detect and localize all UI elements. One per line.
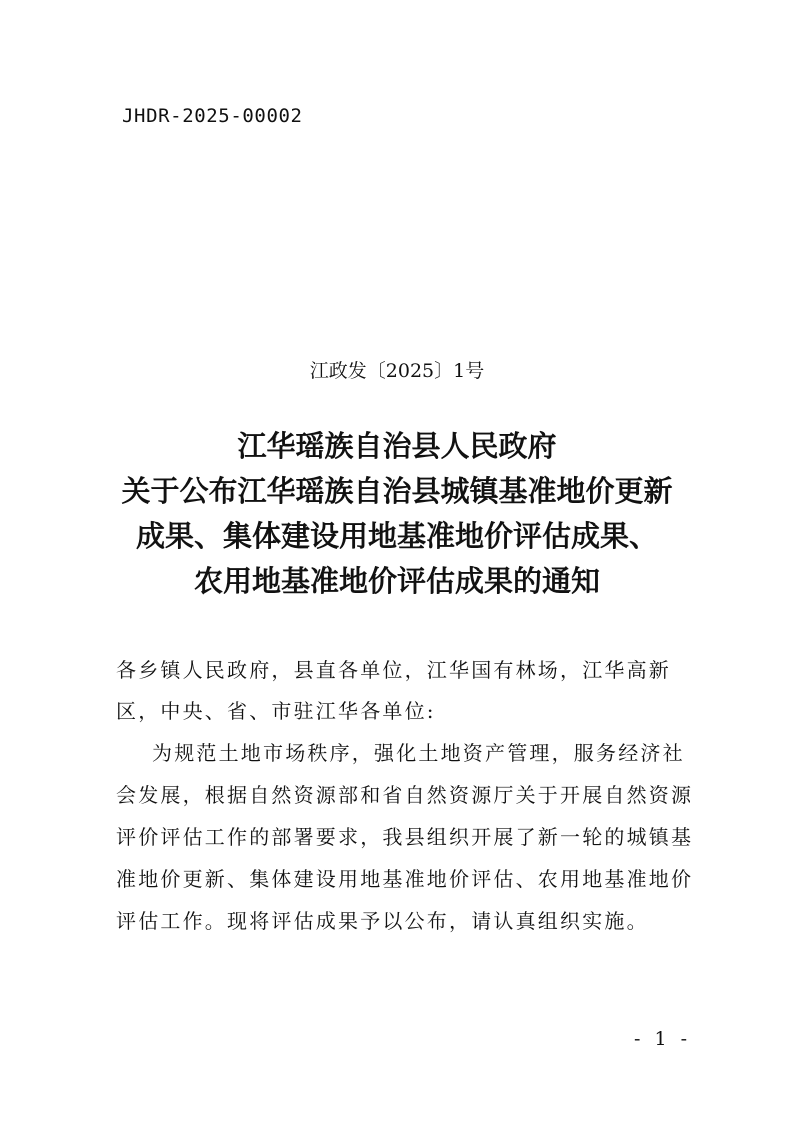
body-line: 为规范土地市场秩序，强化土地资产管理，服务经济社 bbox=[152, 741, 685, 765]
salutation bbox=[116, 650, 686, 732]
title-line: 成果、集体建设用地基准地价评估成果、 bbox=[135, 519, 658, 553]
document-id: JHDR-2025-00002 bbox=[122, 105, 303, 127]
title-line: 农用地基准地价评估成果的通知 bbox=[193, 564, 600, 598]
body-line: 评估工作。现将评估成果予以公布，请认真组织实施。 bbox=[116, 909, 649, 933]
document-title bbox=[60, 424, 734, 604]
title-line: 关于公布江华瑶族自治县城镇基准地价更新 bbox=[121, 474, 673, 508]
body-paragraph bbox=[116, 732, 696, 942]
body-line: 会发展，根据自然资源部和省自然资源厅关于开展自然资源 bbox=[116, 783, 694, 807]
body-line: 评价评估工作的部署要求，我县组织开展了新一轮的城镇基 bbox=[116, 825, 694, 849]
document-number: 江政发〔2025〕1号 bbox=[309, 360, 485, 382]
title-line: 江华瑶族自治县人民政府 bbox=[237, 429, 557, 463]
salutation-line: 各乡镇人民政府，县直各单位，江华国有林场，江华高新 bbox=[116, 658, 671, 682]
page-number: - 1 - bbox=[634, 1028, 692, 1050]
salutation-line: 区，中央、省、市驻江华各单位: bbox=[116, 699, 436, 723]
body-line: 准地价更新、集体建设用地基准地价评估、农用地基准地价 bbox=[116, 867, 694, 891]
